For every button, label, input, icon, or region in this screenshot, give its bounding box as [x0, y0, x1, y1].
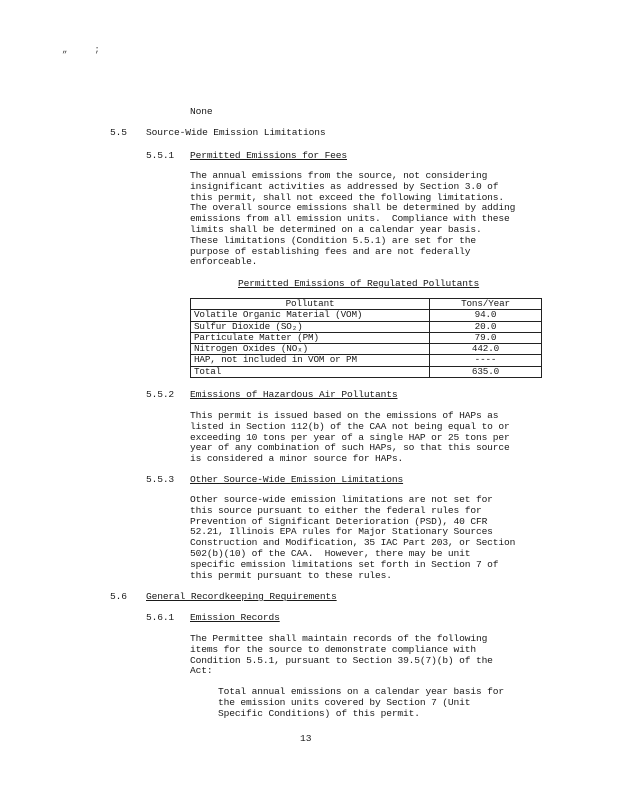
paragraph-line: this permit, shall not exceed the following limitations. [190, 191, 505, 203]
paragraph-line: purpose of establishing fees and are not federally [190, 245, 471, 257]
table-title: Permitted Emissions of Regulated Pollutants [238, 278, 480, 289]
paragraph-line: limits shall be determined on a calendar year basis. [190, 223, 482, 235]
paragraph-line: This permit is issued based on the emissions of HAPs as [190, 410, 499, 421]
section-5-6-1-number: 5.6.1 [146, 612, 175, 623]
margin-marks: „ ; [62, 45, 100, 55]
table-row [191, 366, 542, 377]
pollutant-cell: Volatile Organic Material (VOM) [191, 310, 430, 321]
paragraph-line: Other source-wide emission limitations are not set for [190, 494, 493, 505]
paragraph-line: These limitations (Condition 5.5.1) are set for the [190, 234, 476, 246]
pollutant-cell: Sulfur Dioxide (SO₂) [191, 321, 430, 332]
paragraph-line: Condition 5.5.1, pursuant to Section 39.5(7)(b) of the [190, 654, 493, 666]
section-5-5-2-paragraph [190, 411, 510, 465]
section-5-5-3-paragraph [190, 495, 515, 581]
paragraph-line: the emission units covered by Section 7 (Unit [218, 696, 471, 708]
paragraph-line: enforceable. [190, 256, 258, 268]
section-5-5-1-paragraph [190, 171, 515, 268]
header-pollutant: Pollutant [191, 299, 430, 310]
table-row [191, 355, 542, 366]
section-5-5-1-number: 5.5.1 [146, 150, 175, 161]
paragraph-line: The Permittee shall maintain records of the following [190, 633, 488, 644]
paragraph-line: items for the source to demonstrate compliance with [190, 643, 476, 655]
tons-cell: 442.0 [430, 344, 542, 355]
paragraph-line: exceeding 10 tons per year of a single HAP or 25 tons per [190, 431, 510, 443]
tons-cell: 20.0 [430, 321, 542, 332]
tons-cell: ---- [430, 355, 542, 366]
tons-cell: 79.0 [430, 332, 542, 343]
tons-cell: 94.0 [430, 310, 542, 321]
paragraph-line: 52.21, Illinois EPA rules for Major Stationary Sources [190, 526, 493, 538]
paragraph-line: Construction and Modification, 35 IAC Part 203, or Section [190, 537, 516, 549]
paragraph-line: The overall source emissions shall be determined by adding [190, 202, 516, 214]
section-5-6-1-item [218, 687, 504, 719]
paragraph-line: is considered a minor source for HAPs. [190, 453, 404, 465]
section-5-6-title: General Recordkeeping Requirements [146, 591, 337, 602]
table-row [191, 332, 542, 343]
pollutant-cell: HAP, not included in VOM or PM [191, 355, 430, 366]
table-header-row [191, 299, 542, 310]
table-row [191, 321, 542, 332]
paragraph-line: insignificant activities as addressed by Section 3.0 of [190, 180, 499, 192]
section-5-6-number: 5.6 [110, 591, 127, 602]
emissions-table [190, 298, 542, 378]
pollutant-cell: Particulate Matter (PM) [191, 332, 430, 343]
paragraph-line: specific emission limitations set forth in Section 7 of [190, 558, 499, 570]
section-5-5-2-title: Emissions of Hazardous Air Pollutants [190, 389, 398, 400]
paragraph-line: The annual emissions from the source, not considering [190, 170, 488, 181]
header-tons-per-year: Tons/Year [430, 299, 542, 310]
section-5-5-number: 5.5 [110, 127, 127, 138]
pollutant-cell: Nitrogen Oxides (NOₓ) [191, 344, 430, 355]
paragraph-line: listed in Section 112(b) of the CAA not being equal to or [190, 420, 510, 432]
tons-cell: 635.0 [430, 366, 542, 377]
paragraph-line: Act: [190, 665, 213, 677]
paragraph-line: this permit pursuant to these rules. [190, 569, 392, 581]
paragraph-line: Specific Conditions) of this permit. [218, 707, 420, 719]
table-row [191, 344, 542, 355]
paragraph-line: this source pursuant to either the federal rules for [190, 504, 482, 516]
section-5-5-title: Source-Wide Emission Limitations [146, 127, 326, 138]
none-text: None [190, 106, 213, 117]
section-5-5-3-title: Other Source-Wide Emission Limitations [190, 474, 404, 485]
paragraph-line: Total annual emissions on a calendar year basis for [218, 686, 504, 697]
table-row [191, 310, 542, 321]
section-5-5-1-title: Permitted Emissions for Fees [190, 150, 348, 161]
section-5-6-1-paragraph [190, 634, 493, 677]
section-5-5-3-number: 5.5.3 [146, 474, 175, 485]
paragraph-line: 502(b)(10) of the CAA. However, there may be unit [190, 547, 471, 559]
page-number: 13 [300, 733, 312, 744]
paragraph-line: year of any combination of such HAPs, so that this source [190, 442, 510, 454]
section-5-5-2-number: 5.5.2 [146, 389, 175, 400]
pollutant-cell: Total [191, 366, 430, 377]
paragraph-line: Prevention of Significant Deterioration (PSD), 40 CFR [190, 515, 488, 527]
section-5-6-1-title: Emission Records [190, 612, 280, 623]
paragraph-line: emissions from all emission units. Compliance with these [190, 213, 510, 225]
